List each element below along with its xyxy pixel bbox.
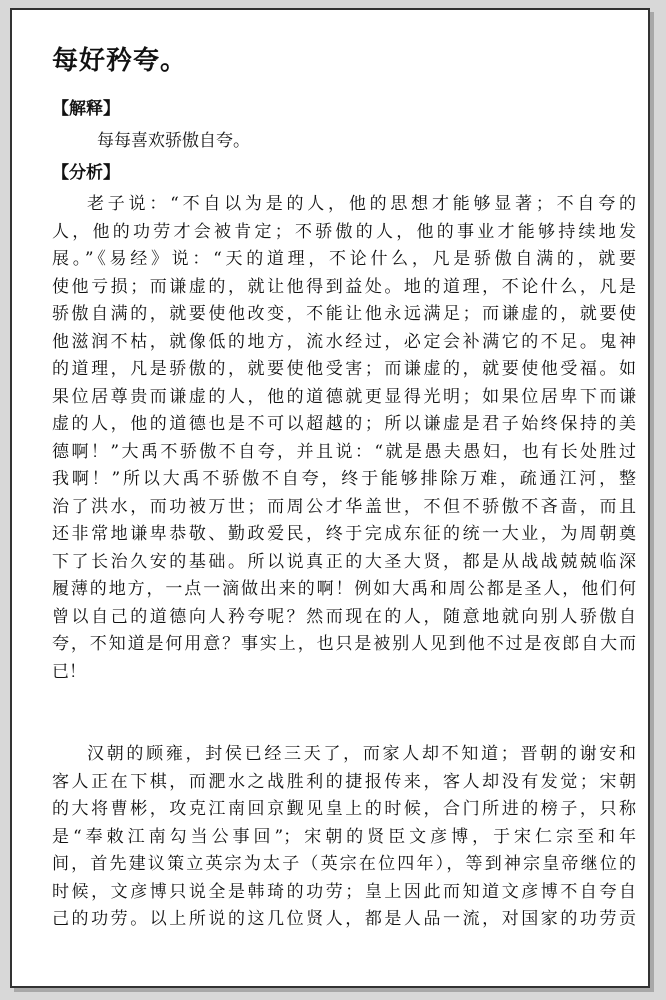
text-line: 治了洪水，而功被万世；而周公才华盖世，不但不骄傲不吝啬，而且 <box>52 496 636 517</box>
text-line: 已！ <box>52 661 86 682</box>
text-line: 他滋润不枯，就像低的地方，流水经过，必定会补满它的不足。鬼神 <box>52 331 636 352</box>
text-line: 我啊！”所以大禹不骄傲不自夸，终于能够排除万难，疏通江河，整 <box>52 469 636 489</box>
text-line: 汉朝的顾雍，封侯已经三天了，而家人却不知道；晋朝的谢安和 <box>87 744 636 764</box>
text-line: 履薄的地方，一点一滴做出来的啊！例如大禹和周公都是圣人，他们何 <box>52 579 636 599</box>
text-line: 时候，文彦博只说全是韩琦的功劳；皇上因此而知道文彦博不自夸自 <box>52 881 636 902</box>
text-line: 夸，不知道是何用意？事实上，也只是被别人见到他不过是夜郎自大而 <box>52 634 636 654</box>
text-line: 间，首先建议策立英宗为太子（英宗在位四年），等到神宗皇帝继位的 <box>52 854 636 874</box>
text-line: 德啊！”大禹不骄傲不自夸，并且说：“就是愚夫愚妇，也有长处胜过 <box>52 441 636 462</box>
analysis-label: 【分析】 <box>52 163 120 183</box>
text-line: 的道理，凡是骄傲的，就要使他受害；而谦虚的，就要使他受福。如 <box>52 359 636 379</box>
page-title: 每好矜夸。 <box>52 46 188 76</box>
explanation-label: 【解释】 <box>52 99 120 119</box>
text-line: 果位居尊贵而谦虚的人，他的道德就更显得光明；如果位居卑下而谦 <box>52 386 636 407</box>
text-line: 下了长治久安的基础。所以说真正的大圣大贤，都是从战战兢兢临深 <box>52 551 636 572</box>
text-line: 的大将曹彬，攻克江南回京觐见皇上的时候，合门所进的榜子，只称 <box>52 799 636 819</box>
text-line: 虚的人，他的道德也是不可以超越的；所以谦虚是君子始终保持的美 <box>52 414 636 434</box>
text-line: 客人正在下棋，而淝水之战胜利的捷报传来，客人却没有发觉；宋朝 <box>52 771 636 792</box>
document-page <box>10 8 650 988</box>
text-line: 曾以自己的道德向人矜夸呢？然而现在的人，随意地就向别人骄傲自 <box>52 606 636 627</box>
text-line: 是“奉敕江南勾当公事回”；宋朝的贤臣文彦博，于宋仁宗至和年 <box>52 826 636 847</box>
text-line: 展。”《易经》说：“天的道理，不论什么，凡是骄傲自满的，就要 <box>52 249 636 269</box>
text-line: 己的功劳。以上所说的这几位贤人，都是人品一流，对国家的功劳贡 <box>52 909 636 929</box>
analysis-paragraph-1 <box>52 191 636 686</box>
text-line: 骄傲自满的，就要使他改变，不能让他永远满足；而谦虚的，就要使 <box>52 304 636 324</box>
text-line: 使他亏损；而谦虚的，就让他得到益处。地的道理，不论什么，凡是 <box>52 276 636 297</box>
text-line: 老子说：“不自以为是的人，他的思想才能够显著；不自夸的 <box>87 194 636 214</box>
text-line: 还非常地谦卑恭敬、勤政爱民，终于完成东征的统一大业，为周朝奠 <box>52 524 636 544</box>
analysis-paragraph-2 <box>52 741 636 934</box>
text-line: 人，他的功劳才会被肯定；不骄傲的人，他的事业才能够持续地发 <box>52 221 636 242</box>
explanation-text: 每每喜欢骄傲自夸。 <box>97 131 250 151</box>
